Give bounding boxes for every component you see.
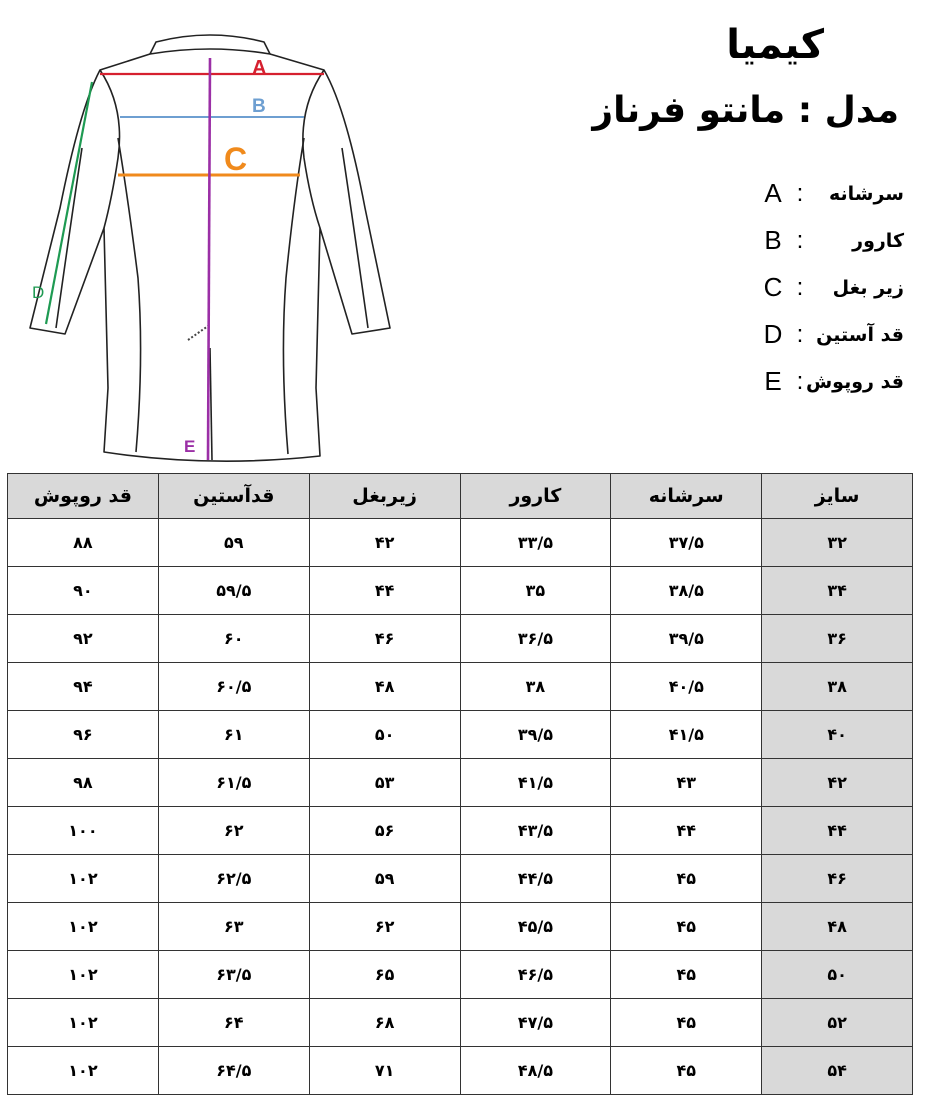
table-cell: ۱۰۲ [8,999,159,1047]
size-cell: ۵۲ [762,999,913,1047]
legend-letter: D [763,319,783,349]
table-cell: ۴۶ [309,615,460,663]
column-header: سرشانه [611,474,762,519]
table-row [8,663,913,711]
table-cell: ۴۸ [309,663,460,711]
legend-colon: : [796,273,804,301]
table-cell: ۵۹ [309,855,460,903]
size-cell: ۳۸ [762,663,913,711]
sleeve-line-left [56,148,82,328]
measurement-legend [704,170,904,405]
table-cell: ۴۵ [611,999,762,1047]
size-chart-table [7,473,913,1095]
table-cell: ۱۰۲ [8,903,159,951]
table-cell: ۴۴/۵ [460,855,611,903]
legend-row [704,311,904,358]
measure-line-e [208,58,210,460]
table-cell: ۳۸/۵ [611,567,762,615]
table-cell: ۴۰/۵ [611,663,762,711]
table-cell: ۹۰ [8,567,159,615]
legend-row [704,264,904,311]
table-cell: ۶۴/۵ [158,1047,309,1095]
pocket-stitch [188,326,208,340]
table-cell: ۴۵/۵ [460,903,611,951]
legend-colon: : [796,179,804,207]
table-cell: ۵۶ [309,807,460,855]
table-cell: ۳۵ [460,567,611,615]
table-row [8,567,913,615]
table-row [8,711,913,759]
table-cell: ۵۰ [309,711,460,759]
measure-label-e: E [184,437,196,456]
table-cell: ۶۳/۵ [158,951,309,999]
table-cell: ۶۲/۵ [158,855,309,903]
table-row [8,615,913,663]
sleeve-line-right [342,148,368,328]
table-cell: ۴۲ [309,519,460,567]
column-header: زیربغل [309,474,460,519]
size-cell: ۵۰ [762,951,913,999]
legend-colon: : [796,320,804,348]
table-row [8,951,913,999]
table-cell: ۴۳/۵ [460,807,611,855]
table-cell: ۶۲ [158,807,309,855]
table-cell: ۸۸ [8,519,159,567]
table-cell: ۱۰۲ [8,951,159,999]
size-cell: ۴۰ [762,711,913,759]
table-cell: ۵۹/۵ [158,567,309,615]
size-cell: ۴۶ [762,855,913,903]
table-cell: ۳۹/۵ [460,711,611,759]
legend-letter: B [764,225,782,255]
legend-row [704,217,904,264]
table-row [8,807,913,855]
legend-colon: : [796,226,804,254]
size-cell: ۳۲ [762,519,913,567]
table-row [8,759,913,807]
measure-label-a: A [252,57,267,79]
table-cell: ۱۰۲ [8,855,159,903]
table-cell: ۵۳ [309,759,460,807]
armhole-right [303,70,324,228]
table-cell: ۶۱/۵ [158,759,309,807]
legend-name: قد آستین [816,323,904,346]
table-body [8,519,913,1095]
table-cell: ۴۵ [611,1047,762,1095]
measure-label-d: D [32,283,45,302]
brand-title: کیمیا [726,22,824,68]
table-cell: ۹۲ [8,615,159,663]
seam-left [118,138,141,452]
table-cell: ۶۴ [158,999,309,1047]
size-cell: ۴۸ [762,903,913,951]
table-cell: ۱۰۰ [8,807,159,855]
table-cell: ۱۰۲ [8,1047,159,1095]
back-vent [210,348,212,460]
table-cell: ۹۸ [8,759,159,807]
table-cell: ۴۴ [309,567,460,615]
table-cell: ۴۷/۵ [460,999,611,1047]
size-cell: ۵۴ [762,1047,913,1095]
table-row [8,855,913,903]
model-title: مدل : مانتو فرناز [592,90,899,131]
table-cell: ۴۱/۵ [611,711,762,759]
table-row [8,999,913,1047]
table-cell: ۴۱/۵ [460,759,611,807]
table-cell: ۳۷/۵ [611,519,762,567]
table-cell: ۴۴ [611,807,762,855]
table-row [8,903,913,951]
column-header: قدآستین [158,474,309,519]
size-cell: ۳۶ [762,615,913,663]
table-cell: ۹۴ [8,663,159,711]
table-row [8,1047,913,1095]
column-header: سایز [762,474,913,519]
table-cell: ۵۹ [158,519,309,567]
table-header-row [8,474,913,519]
legend-letter: E [764,366,782,396]
table-cell: ۹۶ [8,711,159,759]
table-cell: ۴۵ [611,855,762,903]
measure-label-c: C [224,141,248,177]
size-cell: ۴۲ [762,759,913,807]
armhole-left [100,70,120,228]
table-cell: ۴۵ [611,951,762,999]
table-cell: ۶۸ [309,999,460,1047]
table-cell: ۶۰/۵ [158,663,309,711]
legend-row [704,358,904,405]
table-row [8,519,913,567]
garment-diagram [20,28,400,468]
size-cell: ۳۴ [762,567,913,615]
measure-line-d [46,82,92,324]
table-cell: ۳۹/۵ [611,615,762,663]
table-cell: ۳۸ [460,663,611,711]
table-cell: ۶۱ [158,711,309,759]
table-cell: ۴۶/۵ [460,951,611,999]
column-header: کارور [460,474,611,519]
legend-row [704,170,904,217]
legend-name: قد روپوش [805,370,904,393]
legend-colon: : [796,367,804,395]
table-cell: ۴۳ [611,759,762,807]
column-header: قد روپوش [8,474,159,519]
table-cell: ۴۸/۵ [460,1047,611,1095]
table-cell: ۴۵ [611,903,762,951]
legend-letter: C [763,272,783,302]
seam-right [283,138,304,454]
table-cell: ۶۵ [309,951,460,999]
table-cell: ۶۲ [309,903,460,951]
table-cell: ۳۶/۵ [460,615,611,663]
table-cell: ۳۳/۵ [460,519,611,567]
table-cell: ۶۳ [158,903,309,951]
table-cell: ۷۱ [309,1047,460,1095]
legend-name: زیر بغل [832,276,904,299]
table-cell: ۶۰ [158,615,309,663]
legend-letter: A [764,178,782,208]
legend-name: سرشانه [829,182,904,205]
legend-name: کارور [852,229,904,252]
size-cell: ۴۴ [762,807,913,855]
collar-outline [150,35,270,54]
measure-label-b: B [252,96,266,117]
